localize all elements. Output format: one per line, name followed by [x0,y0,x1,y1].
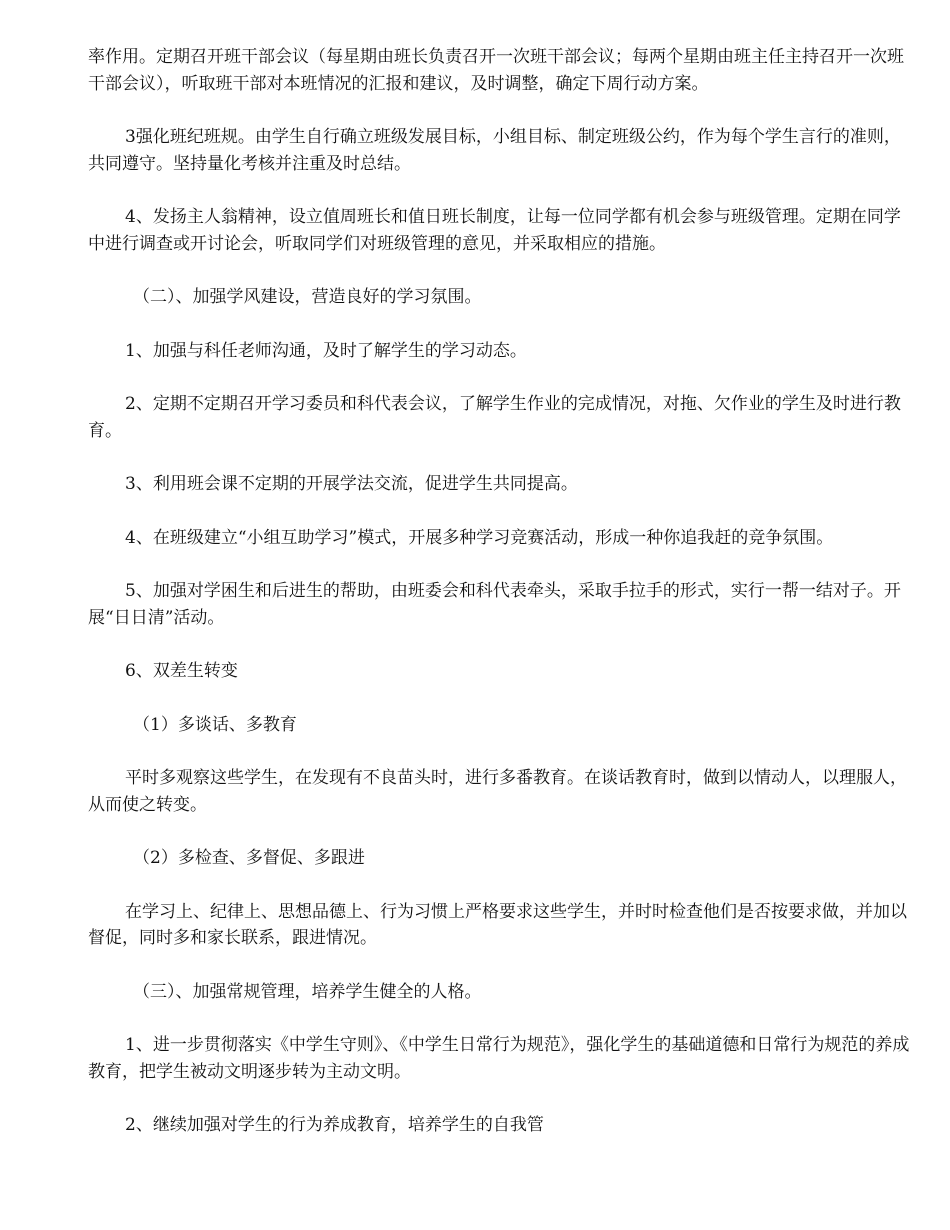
paragraph-detail-1: 平时多观察这些学生，在发现有不良苗头时，进行多番教育。在谈话教育时，做到以情动人，以理服人，从而使之转变。 [88,768,907,815]
paragraph-item-1c: 1、进一步贯彻落实《中学生守则》、《中学生日常行为规范》，强化学生的基础道德和日常行为规范的养成教育，把学生被动文明逐步转为主动文明。 [88,1035,910,1082]
subheading-2: （2）多检查、多督促、多跟进 [133,848,365,868]
paragraph-item-1: 1、加强与科任老师沟通，及时了解学生的学习动态。 [125,340,527,361]
section-heading-3: （三）、加强常规管理，培养学生健全的人格。 [133,981,482,1002]
paragraph-item-5: 5、加强对学困生和后进生的帮助，由班委会和科代表牵头，采取手拉手的形式，实行一帮一结对子。开展“日日清”活动。 [88,581,901,628]
subheading-1: （1）多谈话、多教育 [133,714,297,735]
section-heading-2: （二）、加强学风建设，营造良好的学习氛围。 [133,287,482,307]
paragraph-item-4: 4、发扬主人翁精神，设立值周班长和值日班长制度，让每一位同学都有机会参与班级管理。定期在同学中进行调查或开讨论会，听取同学们对班级管理的意见，并采取相应的措施。 [88,207,901,254]
paragraph-item-2c: 2、继续加强对学生的行为养成教育，培养学生的自我管 [125,1115,544,1135]
paragraph-continuation: 率作用。定期召开班干部会议（每星期由班长负责召开一次班干部会议；每两个星期由班主任主持召开一次班干部会议），听取班干部对本班情况的汇报和建议，及时调整，确定下周行动方案。 [88,47,904,94]
document-page [88,44,910,1166]
paragraph-item-3: 3强化班纪班规。由学生自行确立班级发展目标，小组目标、制定班级公约，作为每个学生言行的准则，共同遵守。坚持量化考核并注重及时总结。 [88,127,901,174]
paragraph-item-6: 6、双差生转变 [125,661,238,681]
paragraph-detail-2: 在学习上、纪律上、思想品德上、行为习惯上严格要求这些学生，并时时检查他们是否按要求做，并加以督促，同时多和家长联系，跟进情况。 [88,901,907,948]
paragraph-item-3b: 3、利用班会课不定期的开展学法交流，促进学生共同提高。 [125,474,578,494]
paragraph-item-2: 2、定期不定期召开学习委员和科代表会议，了解学生作业的完成情况，对拖、欠作业的学生及时进行教育。 [88,394,901,441]
paragraph-item-4b: 4、在班级建立“小组互助学习”模式，开展多种学习竞赛活动，形成一种你追我赶的竞争氛围。 [125,527,834,548]
